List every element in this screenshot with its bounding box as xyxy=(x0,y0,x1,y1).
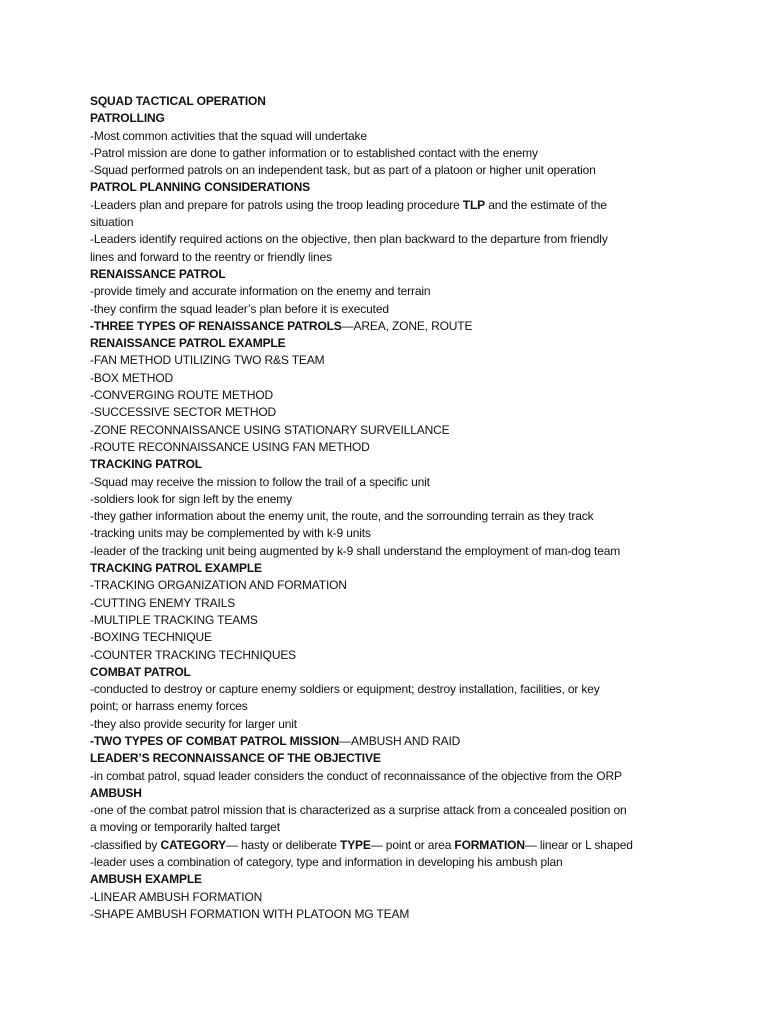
text-line: -TRACKING ORGANIZATION AND FORMATION xyxy=(90,578,347,593)
text-line: -provide timely and accurate information on the enemy and terrain xyxy=(90,284,431,299)
text-line: -they confirm the squad leader’s plan before it is executed xyxy=(90,301,389,316)
text-line: -one of the combat patrol mission that is characterized as a surprise attack from a concealed position on xyxy=(90,803,627,818)
text-line: -TWO TYPES OF COMBAT PATROL MISSION—AMBUSH AND RAID xyxy=(90,733,461,748)
document-title: SQUAD TACTICAL OPERATION xyxy=(90,94,266,108)
text-line: -Leaders identify required actions on the objective, then plan backward to the departure from friendly xyxy=(90,232,608,247)
text-line: -CUTTING ENEMY TRAILS xyxy=(90,595,236,610)
text-line: -Most common activities that the squad will undertake xyxy=(90,128,367,143)
section-heading-renaissance-example: RENAISSANCE PATROL EXAMPLE xyxy=(90,336,286,351)
text-line: -Squad performed patrols on an independent task, but as part of a platoon or higher unit operation xyxy=(90,163,596,178)
text-line: -BOX METHOD xyxy=(90,370,174,385)
section-heading-renaissance-patrol: RENAISSANCE PATROL xyxy=(90,266,226,281)
section-heading-patrol-planning: PATROL PLANNING CONSIDERATIONS xyxy=(90,180,310,195)
document-body xyxy=(90,93,690,923)
section-heading-ambush: AMBUSH xyxy=(90,785,142,800)
section-heading-ambush-example: AMBUSH EXAMPLE xyxy=(90,872,202,887)
text-line: -leader of the tracking unit being augmented by k-9 shall understand the employment of man-dog team xyxy=(90,543,621,558)
text-line: -MULTIPLE TRACKING TEAMS xyxy=(90,612,258,627)
text-line: a moving or temporarily halted target xyxy=(90,820,280,835)
text-line: -Patrol mission are done to gather information or to established contact with the enemy xyxy=(90,145,538,160)
text-line: point; or harrass enemy forces xyxy=(90,699,248,714)
text-line: -they also provide security for larger unit xyxy=(90,716,297,731)
text-line: -they gather information about the enemy unit, the route, and the sorrounding terrain as they track xyxy=(90,509,594,524)
text-line: -soldiers look for sign left by the enemy xyxy=(90,491,292,506)
text-line: -tracking units may be complemented by with k-9 units xyxy=(90,526,371,541)
section-heading-patrolling: PATROLLING xyxy=(90,111,165,126)
text-line: -SUCCESSIVE SECTOR METHOD xyxy=(90,405,277,420)
section-heading-tracking-example: TRACKING PATROL EXAMPLE xyxy=(90,561,262,576)
text-line: -ROUTE RECONNAISSANCE USING FAN METHOD xyxy=(90,439,370,454)
text-line: -LINEAR AMBUSH FORMATION xyxy=(90,889,263,904)
text-line: -CONVERGING ROUTE METHOD xyxy=(90,388,274,403)
section-heading-combat-patrol: COMBAT PATROL xyxy=(90,664,191,679)
text-line: -Squad may receive the mission to follow the trail of a specific unit xyxy=(90,474,430,489)
text-line: -conducted to destroy or capture enemy soldiers or equipment; destroy installation, facilities, or key xyxy=(90,682,600,697)
text-line: -THREE TYPES OF RENAISSANCE PATROLS—AREA, ZONE, ROUTE xyxy=(90,318,473,333)
section-heading-tracking-patrol: TRACKING PATROL xyxy=(90,457,202,472)
text-line: -COUNTER TRACKING TECHNIQUES xyxy=(90,647,297,662)
text-line: -BOXING TECHNIQUE xyxy=(90,630,212,645)
text-line: -classified by CATEGORY— hasty or deliberate TYPE— point or area FORMATION— linear or L shaped xyxy=(90,837,633,852)
text-line: -in combat patrol, squad leader considers the conduct of reconnaissance of the objective from the ORP xyxy=(90,768,622,783)
text-line: lines and forward to the reentry or friendly lines xyxy=(90,249,332,264)
section-heading-leaders-reconnaissance: LEADER’S RECONNAISSANCE OF THE OBJECTIVE xyxy=(90,751,381,766)
text-line: -ZONE RECONNAISSANCE USING STATIONARY SURVEILLANCE xyxy=(90,422,450,437)
text-line: situation xyxy=(90,215,134,230)
text-line: -SHAPE AMBUSH FORMATION WITH PLATOON MG TEAM xyxy=(90,906,410,921)
text-line: -leader uses a combination of category, type and information in developing his ambush plan xyxy=(90,855,563,870)
text-line: -FAN METHOD UTILIZING TWO R&S TEAM xyxy=(90,353,325,368)
text-line: -Leaders plan and prepare for patrols using the troop leading procedure TLP and the estimate of the xyxy=(90,197,607,212)
